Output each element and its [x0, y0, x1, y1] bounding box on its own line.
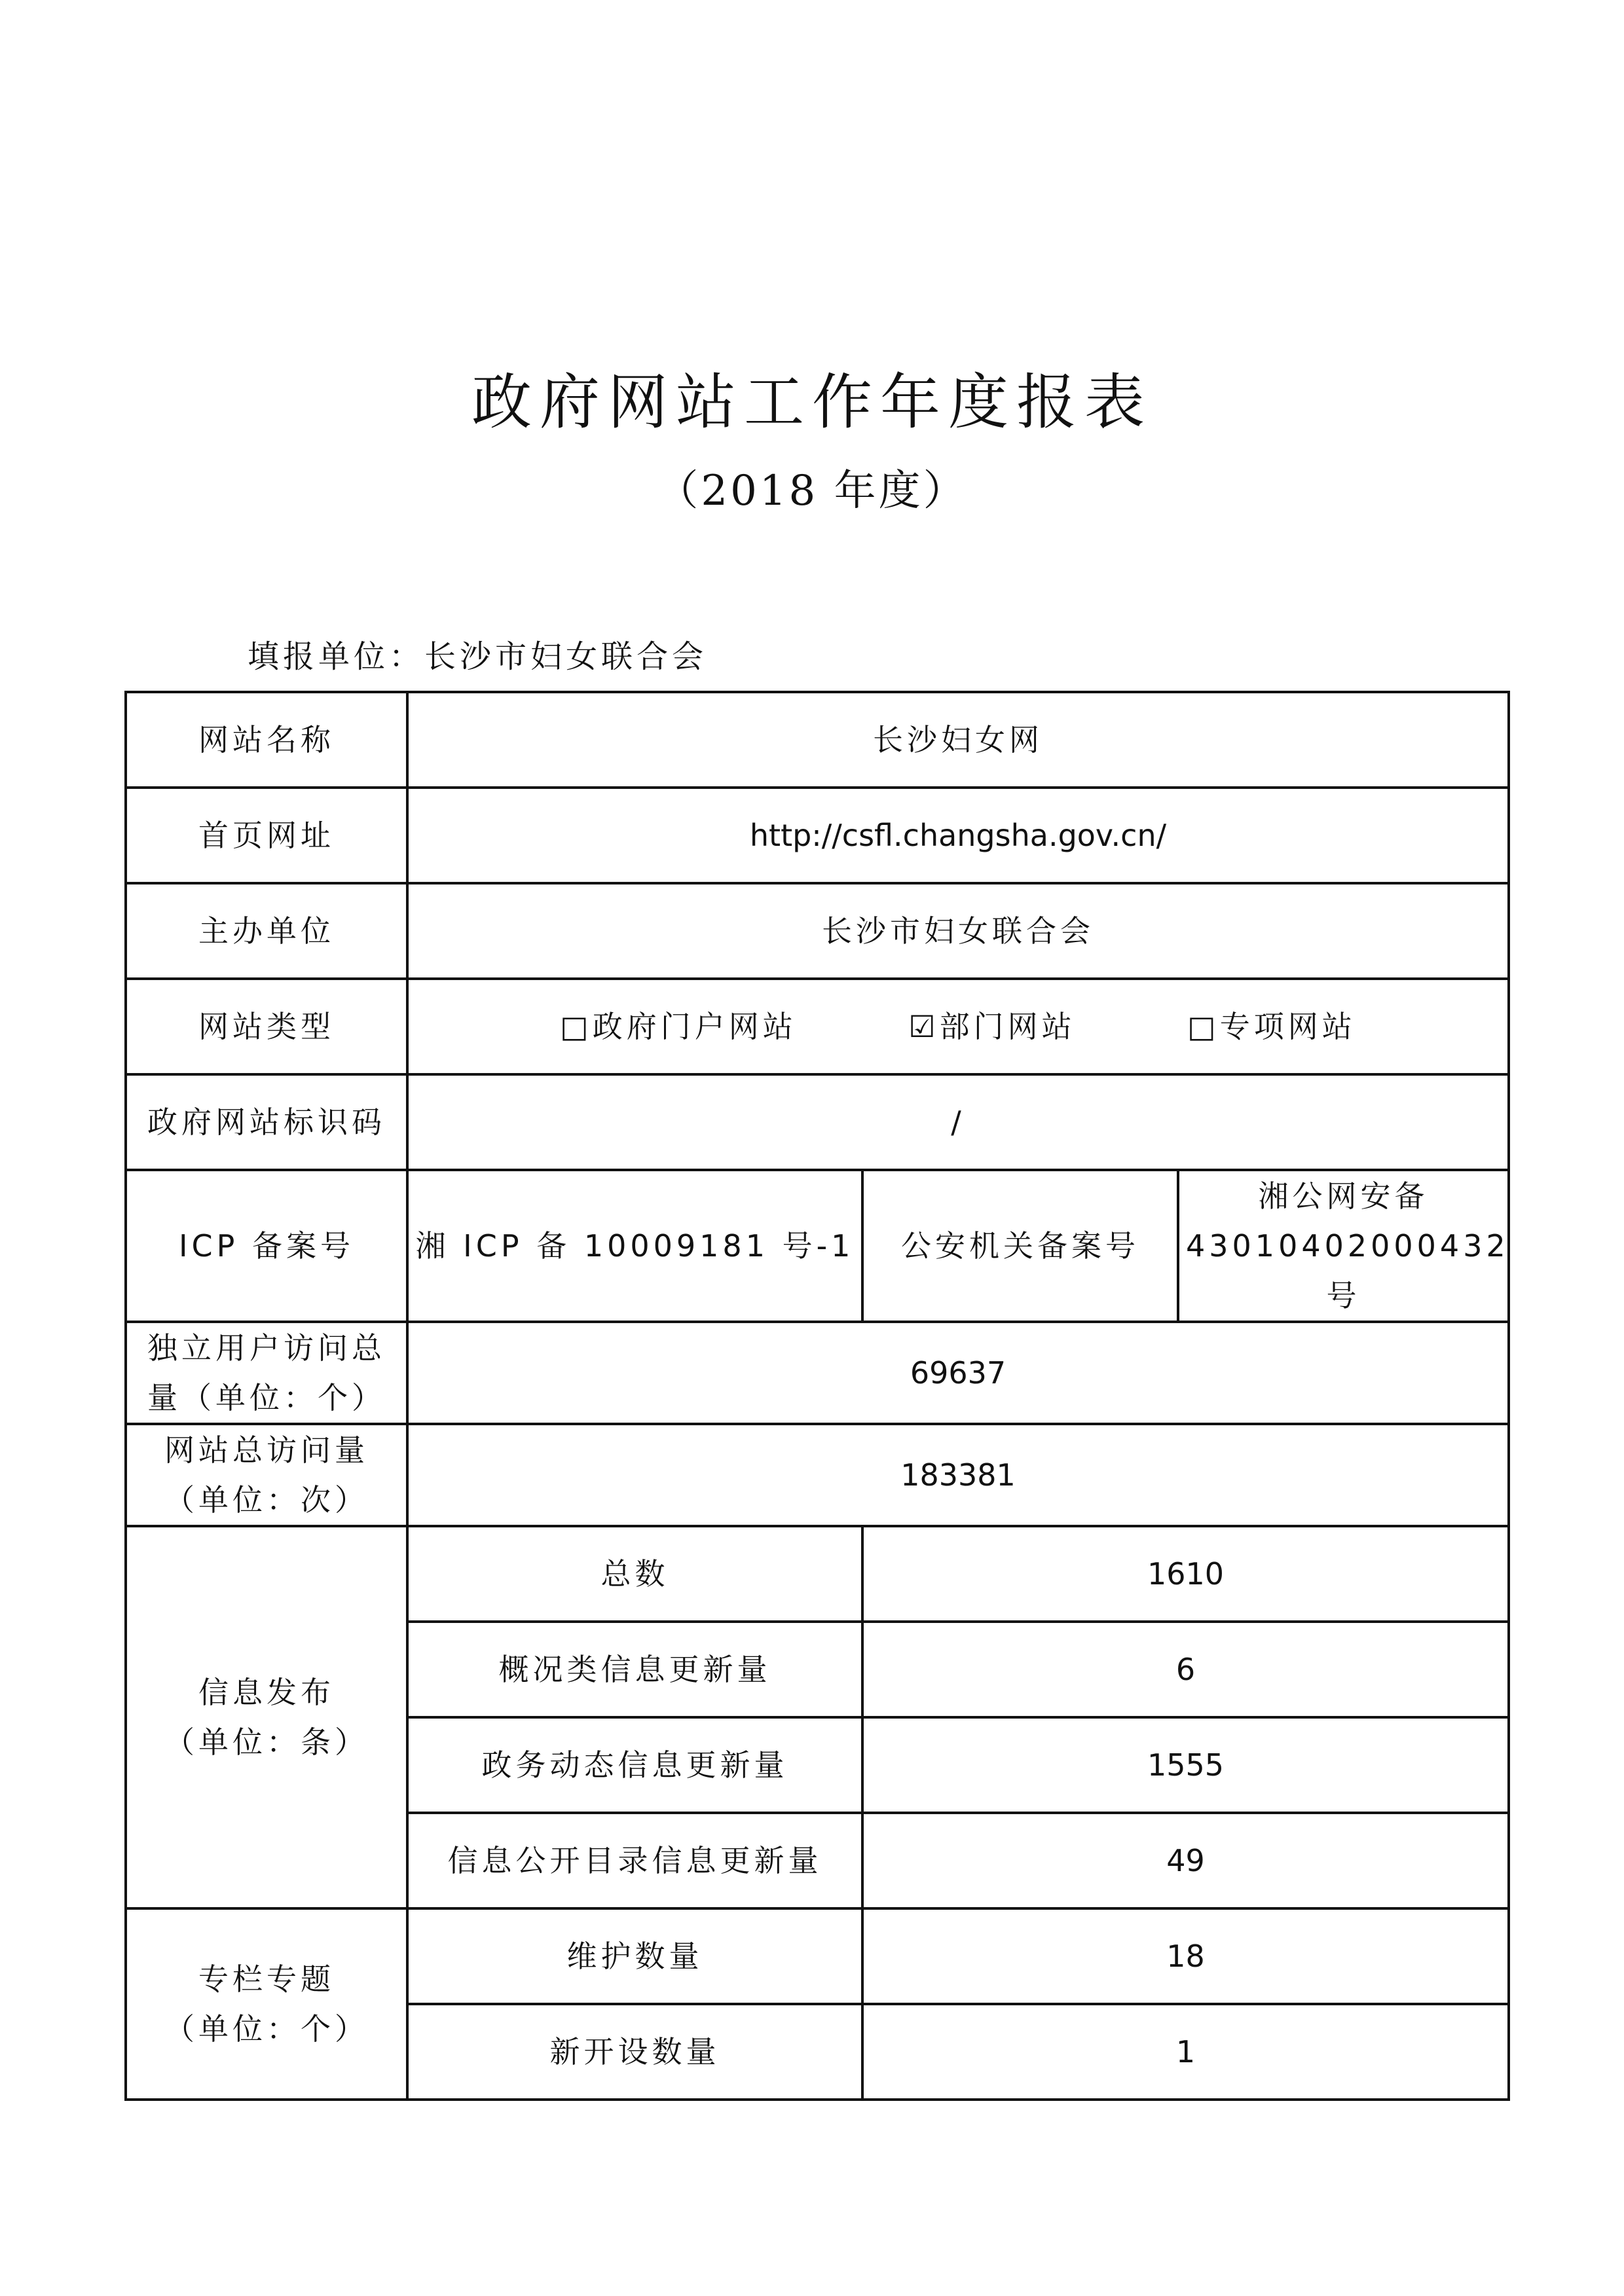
columns-new-value: 1: [862, 2004, 1509, 2100]
table-row: [126, 788, 1509, 883]
columns-new-label: 新开设数量: [407, 2004, 862, 2100]
unique-visitors-value: 69637: [407, 1322, 1509, 1424]
table-row: [126, 692, 1509, 788]
columns-maintained-value: 18: [862, 1908, 1509, 2004]
columns-label-line2: （单位：个）: [164, 2011, 369, 2047]
total-visits-label-line1: 网站总访问量: [164, 1432, 369, 1468]
icp-label: ICP 备案号: [126, 1170, 407, 1322]
info-disclosure-label: 信息公开目录信息更新量: [407, 1813, 862, 1908]
site-name-label: 网站名称: [126, 692, 407, 788]
sponsor-value: 长沙市妇女联合会: [407, 883, 1509, 979]
info-total-value: 1610: [862, 1526, 1509, 1622]
police-record-line2: 43010402000432 号: [1186, 1228, 1509, 1313]
police-record-label: 公安机关备案号: [862, 1170, 1178, 1322]
unique-visitors-label-line1: 独立用户访问总: [147, 1330, 386, 1366]
table-row: [126, 1908, 1509, 2004]
info-publish-label: [126, 1526, 407, 1908]
site-code-label: 政府网站标识码: [126, 1074, 407, 1170]
table-row: [126, 1424, 1509, 1526]
total-visits-value: 183381: [407, 1424, 1509, 1526]
site-name-value: 长沙妇女网: [407, 692, 1509, 788]
report-title: 政府网站工作年度报表: [471, 367, 1153, 437]
columns-label-line1: 专栏专题: [198, 1961, 335, 1997]
info-overview-value: 6: [862, 1622, 1509, 1717]
table-row: [126, 1526, 1509, 1622]
columns-label: [126, 1908, 407, 2100]
table-row: [126, 1322, 1509, 1424]
table-row: [126, 1074, 1509, 1170]
homepage-url: http://csfl.changsha.gov.cn/: [407, 788, 1509, 883]
info-news-value: 1555: [862, 1717, 1509, 1813]
site-type-options: [407, 979, 1509, 1074]
checkbox-special-site: □专项网站: [1187, 1009, 1356, 1044]
total-visits-label-line2: （单位：次）: [164, 1482, 369, 1518]
police-record-line1: 湘公网安备: [1258, 1178, 1429, 1214]
sponsor-label: 主办单位: [126, 883, 407, 979]
total-visits-label: [126, 1424, 407, 1526]
unique-visitors-label-line2: 量（单位：个）: [147, 1380, 386, 1415]
icp-value: 湘 ICP 备 10009181 号-1: [407, 1170, 862, 1322]
checkbox-department-site: ☑部门网站: [908, 1009, 1076, 1044]
report-year: （2018 年度）: [656, 467, 968, 515]
columns-maintained-label: 维护数量: [407, 1908, 862, 2004]
checkbox-portal-site: □政府门户网站: [560, 1009, 797, 1044]
info-overview-label: 概况类信息更新量: [407, 1622, 862, 1717]
filing-unit: 填报单位：长沙市妇女联合会: [248, 638, 708, 675]
site-code-value: /: [407, 1074, 1509, 1170]
info-publish-label-line1: 信息发布: [198, 1675, 335, 1710]
info-total-label: 总数: [407, 1526, 862, 1622]
table-row: [126, 979, 1509, 1074]
homepage-label: 首页网址: [126, 788, 407, 883]
table-row: [126, 1170, 1509, 1322]
info-disclosure-value: 49: [862, 1813, 1509, 1908]
report-table: [124, 691, 1510, 2101]
info-publish-label-line2: （单位：条）: [164, 1724, 369, 1760]
police-record-value: [1178, 1170, 1509, 1322]
info-news-label: 政务动态信息更新量: [407, 1717, 862, 1813]
table-row: [126, 883, 1509, 979]
unique-visitors-label: [126, 1322, 407, 1424]
site-type-label: 网站类型: [126, 979, 407, 1074]
